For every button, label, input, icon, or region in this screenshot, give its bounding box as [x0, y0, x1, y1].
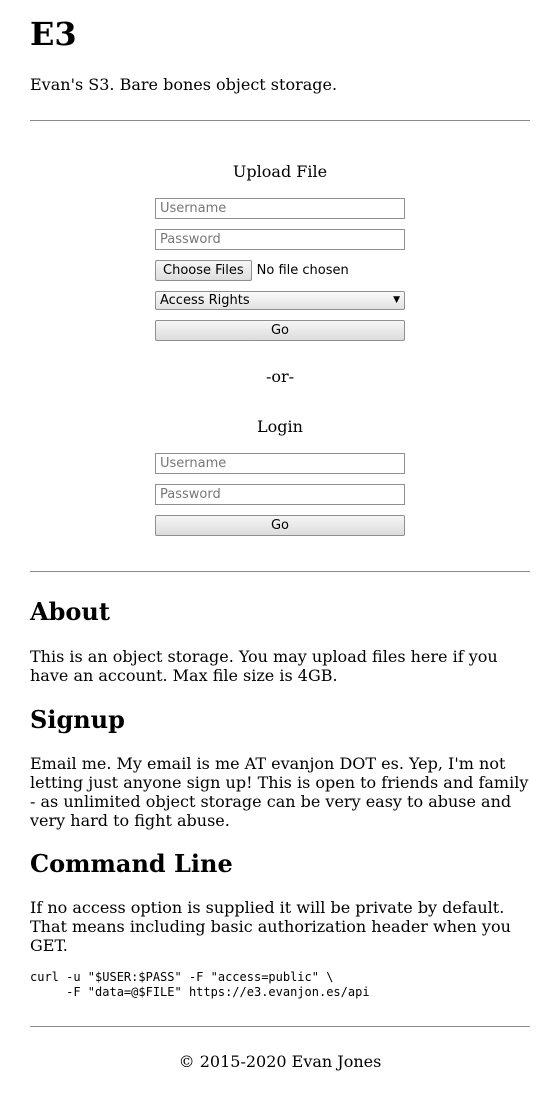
or-separator: -or- [265, 367, 295, 386]
top-divider [30, 120, 530, 121]
file-status-text: No file chosen [256, 263, 349, 278]
upload-username-input[interactable] [155, 198, 405, 219]
command-line-text: If no access option is supplied it will be private by default. That means including basic authorization header when you GET. [30, 898, 511, 955]
dropdown-arrow-icon: ▼ [393, 295, 400, 305]
command-line-heading: Command Line [30, 849, 233, 878]
access-rights-selected: Access Rights [160, 293, 250, 308]
curl-example-code: curl -u "$USER:$PASS" -F "access=public" \ -F "data=@$FILE" https://e3.evanjon.es/api [30, 970, 370, 999]
signup-text: Email me. My email is me AT evanjon DOT es. Yep, I'm not letting just anyone sign up! This is open to friends and family - as unlimited object storage can be very easy to abuse and very hard to fight abuse. [30, 754, 529, 830]
login-username-input[interactable] [155, 453, 405, 474]
file-picker [155, 260, 405, 281]
choose-files-button[interactable]: Choose Files [155, 260, 252, 281]
bottom-divider [30, 1026, 530, 1027]
upload-heading: Upload File [232, 162, 328, 181]
footer-copyright: © 2015-2020 Evan Jones [178, 1052, 382, 1071]
about-heading: About [30, 597, 110, 626]
upload-password-input[interactable] [155, 229, 405, 250]
login-heading: Login [257, 417, 303, 436]
login-password-input[interactable] [155, 484, 405, 505]
signup-heading: Signup [30, 705, 125, 734]
middle-divider [30, 571, 530, 572]
site-tagline: Evan's S3. Bare bones object storage. [30, 75, 338, 94]
about-text: This is an object storage. You may upload files here if you have an account. Max file size is 4GB. [30, 647, 498, 685]
access-rights-select[interactable] [155, 291, 405, 310]
site-title: E3 [30, 15, 77, 53]
login-go-button[interactable]: Go [155, 515, 405, 536]
upload-go-button[interactable]: Go [155, 320, 405, 341]
